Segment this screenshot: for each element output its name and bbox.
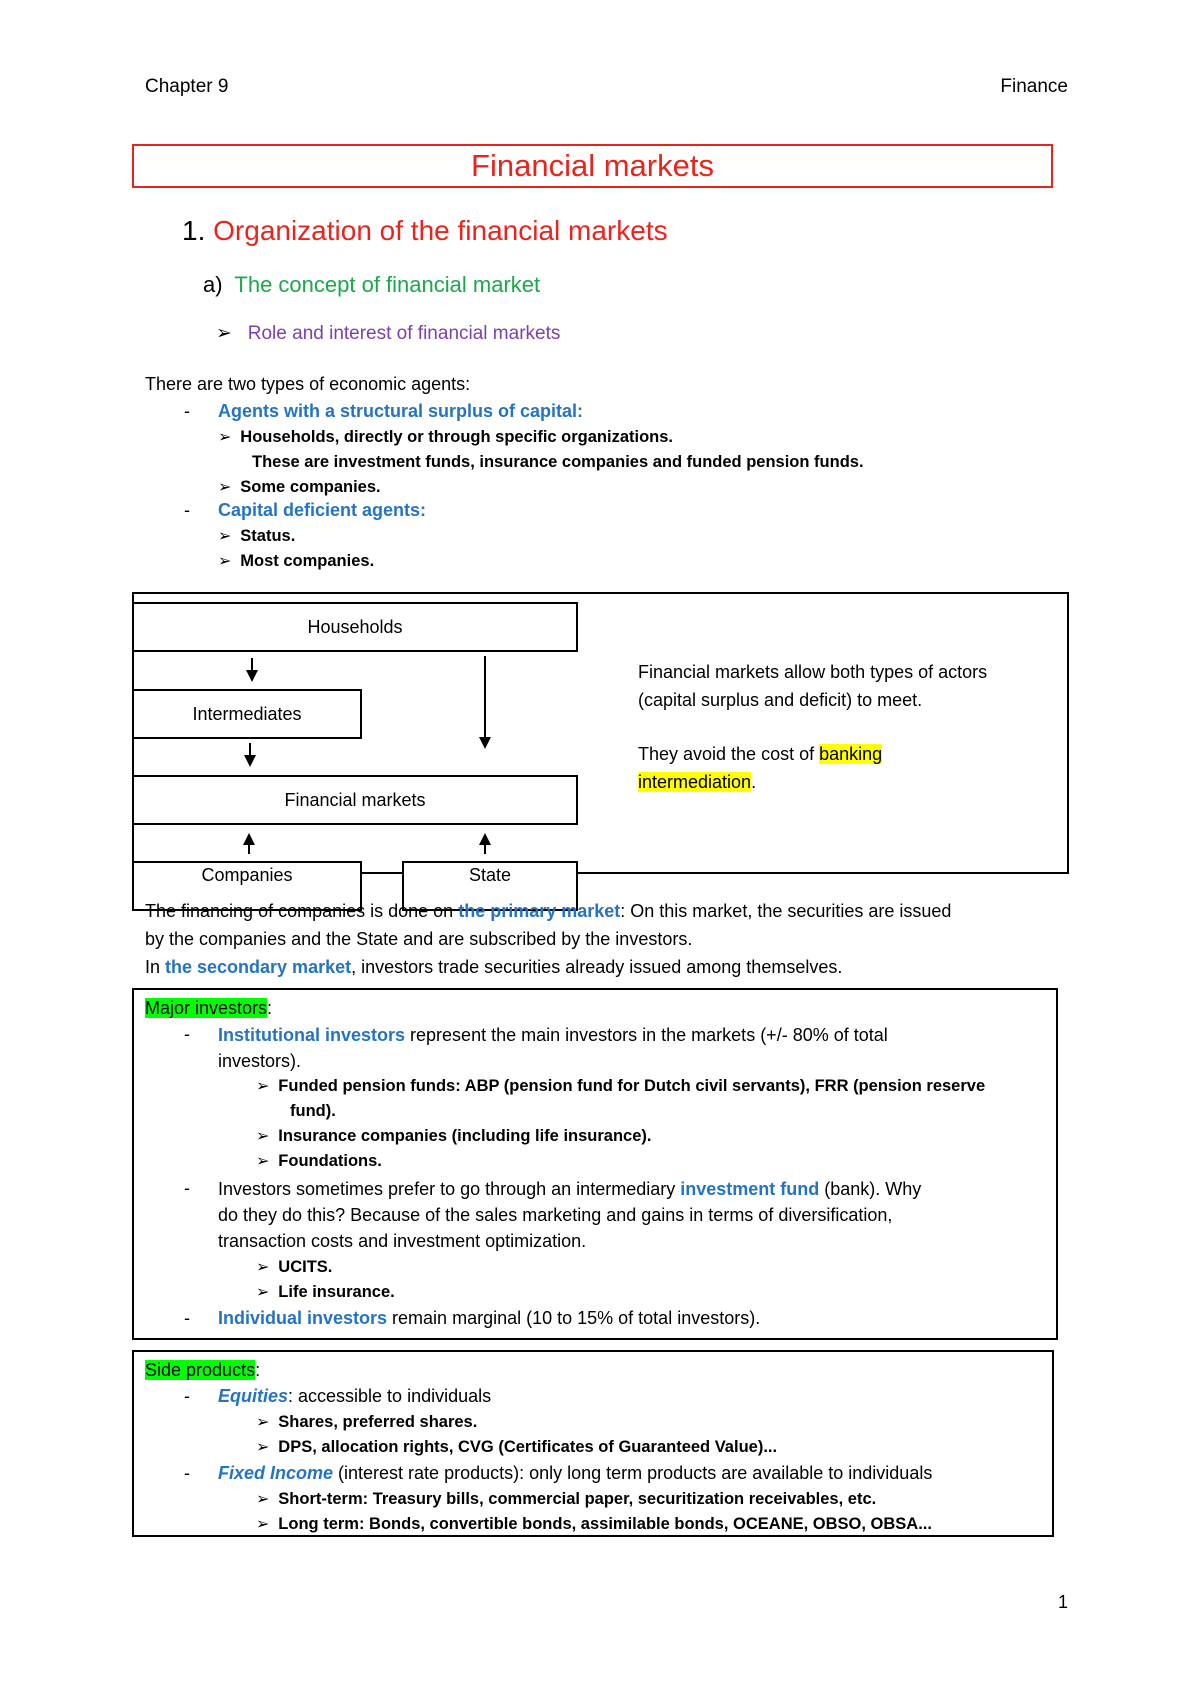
arrow-shaft bbox=[484, 656, 486, 738]
dash-icon: - bbox=[184, 1463, 190, 1483]
list-item: ➢ Most companies. bbox=[218, 552, 375, 570]
down-arrow-icon bbox=[246, 670, 258, 682]
equities-list bbox=[256, 1410, 777, 1460]
down-arrow-icon bbox=[244, 755, 256, 767]
fixed-income-text: Fixed Income (interest rate products): only long term products are available to individuals bbox=[218, 1463, 933, 1483]
side-products-label: Side products: bbox=[145, 1360, 261, 1380]
major-investors-label: Major investors: bbox=[145, 998, 273, 1018]
list-item: ➢ Insurance companies (including life insurance). bbox=[256, 1127, 652, 1145]
list-item: ➢ Shares, preferred shares. bbox=[256, 1413, 478, 1431]
markets-paragraph bbox=[145, 897, 1065, 981]
section-heading bbox=[182, 215, 668, 247]
dash-icon: - bbox=[184, 1386, 190, 1406]
equities-text: Equities: accessible to individuals bbox=[218, 1386, 492, 1406]
institutional-list bbox=[256, 1074, 985, 1174]
list-item: ➢ Foundations. bbox=[256, 1152, 382, 1170]
section-title: Organization of the financial markets bbox=[213, 215, 668, 246]
arrow-bullet-icon: ➢ bbox=[218, 479, 232, 496]
bullet-heading bbox=[216, 322, 560, 345]
markets-line: The financing of companies is done on the primary market: On this market, the securities are issued bbox=[145, 901, 952, 921]
subsection-heading bbox=[203, 272, 540, 298]
arrow-shaft bbox=[484, 844, 486, 854]
list-item: ➢ Life insurance. bbox=[256, 1283, 395, 1301]
individual-text: Individual investors remain marginal (10 to 15% of total investors). bbox=[218, 1308, 761, 1328]
arrow-bullet-icon: ➢ bbox=[256, 1284, 270, 1301]
institutional-text: Institutional investors represent the main investors in the markets (+/- 80% of total investors). bbox=[218, 1025, 888, 1071]
fixed-income-list bbox=[256, 1487, 932, 1537]
surplus-label: Agents with a structural surplus of capital: bbox=[218, 401, 584, 421]
list-item: ➢ DPS, allocation rights, CVG (Certificates of Guaranteed Value)... bbox=[256, 1438, 778, 1456]
markets-line: In the secondary market, investors trade securities already issued among themselves. bbox=[145, 957, 843, 977]
arrow-bullet-icon: ➢ bbox=[256, 1414, 270, 1431]
node-intermediates: Intermediates bbox=[132, 689, 362, 739]
markets-line: by the companies and the State and are subscribed by the investors. bbox=[145, 929, 693, 949]
node-financial-markets: Financial markets bbox=[132, 775, 578, 825]
dash-icon: - bbox=[184, 1024, 190, 1044]
list-item: fund). bbox=[290, 1102, 336, 1120]
arrow-shaft bbox=[248, 844, 250, 854]
arrow-bullet-icon: ➢ bbox=[216, 323, 232, 344]
dash-icon: - bbox=[184, 1308, 190, 1328]
fund-text: Investors sometimes prefer to go through an intermediary investment fund (bank). Why do they do this? Because of the sales marketing and gains in terms of diversification, transaction costs and investment optimization. bbox=[218, 1179, 922, 1251]
list-item: ➢ Funded pension funds: ABP (pension fund for Dutch civil servants), FRR (pension reserve bbox=[256, 1077, 986, 1095]
list-item: ➢ Status. bbox=[218, 527, 296, 545]
down-arrow-icon bbox=[479, 737, 491, 749]
section-number: 1. bbox=[182, 215, 206, 246]
list-item: ➢ UCITS. bbox=[256, 1258, 333, 1276]
list-item: ➢ Long term: Bonds, convertible bonds, assimilable bonds, OCEANE, OBSO, OBSA... bbox=[256, 1515, 932, 1533]
diagram-text-2: They avoid the cost of banking intermediation. bbox=[638, 744, 883, 792]
dash-icon: - bbox=[184, 1178, 190, 1198]
subsection-title: The concept of financial market bbox=[234, 272, 541, 297]
node-households: Households bbox=[132, 602, 578, 652]
arrow-bullet-icon: ➢ bbox=[256, 1259, 270, 1276]
arrow-bullet-icon: ➢ bbox=[256, 1078, 270, 1095]
surplus-list bbox=[218, 425, 864, 500]
dash-icon: - bbox=[184, 401, 190, 421]
header-chapter: Chapter 9 bbox=[145, 76, 229, 97]
node-companies: Companies bbox=[132, 861, 362, 911]
page-number: 1 bbox=[1057, 1592, 1068, 1612]
header-subject: Finance bbox=[1000, 76, 1068, 97]
list-item: ➢ Households, directly or through specific organizations. bbox=[218, 428, 674, 446]
node-state: State bbox=[402, 861, 578, 911]
arrow-bullet-icon: ➢ bbox=[218, 528, 232, 545]
arrow-bullet-icon: ➢ bbox=[256, 1439, 270, 1456]
arrow-bullet-icon: ➢ bbox=[256, 1128, 270, 1145]
diagram-text-1: Financial markets allow both types of actors (capital surplus and deficit) to meet. bbox=[638, 662, 988, 710]
list-item: ➢ Short-term: Treasury bills, commercial paper, securitization receivables, etc. bbox=[256, 1490, 877, 1508]
deficit-list bbox=[218, 524, 374, 574]
bullet-heading-text: Role and interest of financial markets bbox=[247, 323, 561, 344]
arrow-bullet-icon: ➢ bbox=[256, 1153, 270, 1170]
arrow-bullet-icon: ➢ bbox=[256, 1516, 270, 1533]
agents-intro: There are two types of economic agents: bbox=[145, 374, 471, 394]
page-title: Financial markets bbox=[132, 144, 1053, 188]
subsection-letter: a) bbox=[203, 272, 223, 297]
fund-list bbox=[256, 1255, 395, 1305]
arrow-bullet-icon: ➢ bbox=[256, 1491, 270, 1508]
arrow-bullet-icon: ➢ bbox=[218, 553, 232, 570]
list-item: ➢ Some companies. bbox=[218, 478, 381, 496]
dash-icon: - bbox=[184, 500, 190, 520]
deficit-label: Capital deficient agents: bbox=[218, 500, 427, 520]
arrow-bullet-icon: ➢ bbox=[218, 429, 232, 446]
list-item: These are investment funds, insurance companies and funded pension funds. bbox=[252, 453, 864, 471]
